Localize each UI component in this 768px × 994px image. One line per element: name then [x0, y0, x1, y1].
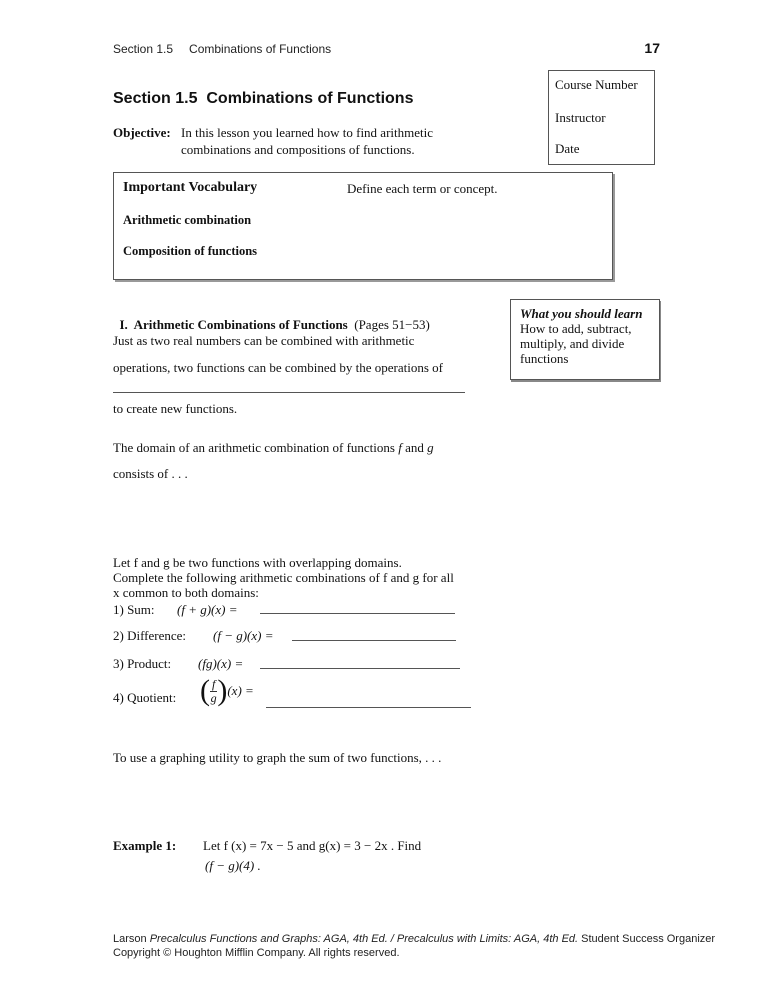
section-heading-arithmetic-combinations [113, 301, 430, 333]
objective-text: In this lesson you learned how to find arithmetic combinations and compositions of functions. [181, 125, 434, 157]
text-line: to create new functions. [113, 401, 238, 416]
footer [113, 932, 715, 960]
course-number-field[interactable]: Course Number [555, 77, 638, 92]
fill-in-blank-product[interactable] [260, 668, 460, 669]
learn-box-line: multiply, and divide [520, 336, 625, 351]
instructor-field[interactable]: Instructor [555, 110, 606, 125]
combination-difference-label: 2) Difference: [113, 628, 187, 643]
text-line: Just as two real numbers can be combined with arithmetic [113, 333, 415, 348]
learn-box-title: What you should learn [520, 306, 643, 321]
combinations-intro [113, 555, 454, 600]
section-title: Section 1.5 Combinations of Functions [113, 90, 414, 107]
example-line2: (f − g)(4) . [205, 858, 261, 873]
example-label: Example 1: [113, 838, 177, 853]
combination-quotient-expr [200, 676, 254, 706]
running-header [113, 42, 331, 56]
numerator: f [212, 676, 216, 691]
text-line: consists of . . . [113, 466, 188, 481]
fill-in-blank-quotient[interactable] [266, 707, 471, 708]
combination-quotient-label: 4) Quotient: [113, 690, 177, 705]
course-info-box [548, 70, 655, 165]
text-line: Complete the following arithmetic combinations of f and g for all [113, 570, 454, 585]
objective-label: Objective: [113, 125, 171, 140]
running-header-title: Combinations of Functions [189, 42, 332, 56]
footer-copyright: Copyright © Houghton Mifflin Company. All rights reserved. [113, 947, 400, 959]
denominator: g [210, 690, 217, 705]
combination-difference-expr: (f − g)(x) = [213, 628, 274, 643]
footer-line1 [113, 932, 715, 946]
left-paren: ( [200, 674, 210, 707]
footer-text: Larson [113, 933, 150, 945]
text-line: x common to both domains: [113, 585, 259, 600]
learn-box-line: How to add, subtract, [520, 321, 632, 336]
section-heading-pages: (Pages 51−53) [354, 317, 430, 332]
vocab-term-arithmetic-combination: Arithmetic combination [123, 213, 252, 227]
running-header-section: Section 1.5 [113, 42, 174, 56]
what-you-should-learn-box [510, 299, 660, 380]
vocabulary-heading: Important Vocabulary [123, 180, 258, 195]
vocabulary-instruction: Define each term or concept. [347, 181, 498, 196]
section-heading-text: I. Arithmetic Combinations of Functions [119, 317, 348, 332]
fill-in-blank-difference[interactable] [292, 640, 456, 641]
page-number: 17 [644, 40, 660, 56]
right-paren: ) [217, 674, 228, 707]
combination-product-label: 3) Product: [113, 656, 172, 671]
fill-in-blank-sum[interactable] [260, 613, 455, 614]
example-line1: Let f (x) = 7x − 5 and g(x) = 3 − 2x . Find [203, 838, 422, 853]
text-line: Let f and g be two functions with overlapping domains. [113, 555, 402, 570]
objective [113, 124, 533, 158]
combination-sum-expr: (f + g)(x) = [177, 602, 238, 617]
combination-product-expr: (fg)(x) = [198, 656, 244, 671]
learn-box-line: functions [520, 351, 569, 366]
graphing-utility-text: To use a graphing utility to graph the sum of two functions, . . . [113, 750, 442, 765]
fill-in-blank-operations[interactable] [113, 392, 465, 393]
combination-sum-label: 1) Sum: [113, 602, 155, 617]
domain-text: The domain of an arithmetic combination of functions [113, 440, 399, 455]
text-line: operations, two functions can be combined by the operations of [113, 360, 443, 375]
domain-text-line [113, 440, 434, 456]
vocabulary-box [113, 172, 613, 280]
footer-text: Student Success Organizer [578, 933, 716, 945]
date-field[interactable]: Date [555, 141, 580, 156]
quotient-expr-tail: (x) = [227, 683, 254, 698]
domain-text: and [401, 440, 428, 455]
var-g: g [427, 440, 434, 455]
footer-book-titles: Precalculus Functions and Graphs: AGA, 4th Ed. / Precalculus with Limits: AGA, 4th Ed. [149, 933, 579, 945]
var-f: f [398, 440, 402, 455]
vocab-term-composition-of-functions: Composition of functions [123, 244, 258, 258]
